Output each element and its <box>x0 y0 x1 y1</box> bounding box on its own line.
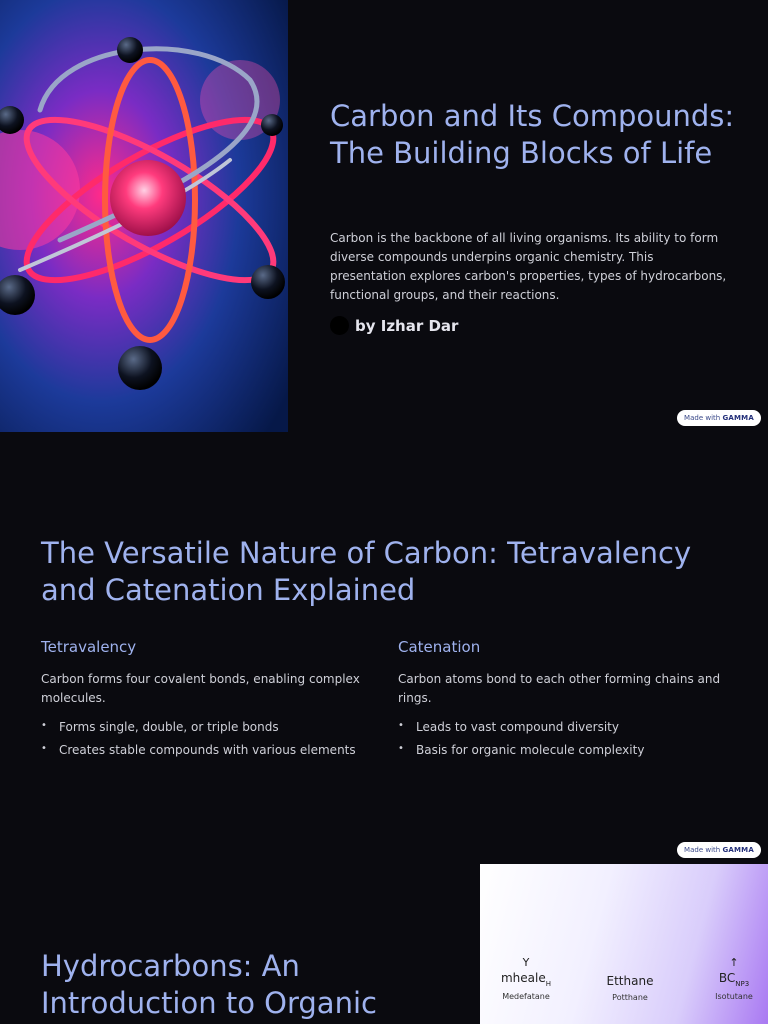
gamma-logo-text: GAMMA <box>722 846 754 854</box>
atom-hero-image <box>0 0 288 432</box>
intro-paragraph: Carbon is the backbone of all living organisms. Its ability to form diverse compounds underpins organic chemistry. This presentation explores carbon's properties, types of hydrocarbons, functional groups, and their reactions. <box>330 231 727 302</box>
made-with-gamma-badge[interactable] <box>677 842 761 858</box>
molecule-name: Etthane <box>606 974 654 988</box>
list-item: • Forms single, double, or triple bonds <box>41 716 371 739</box>
page-title: Carbon and Its Compounds: The Building Blocks of Life <box>330 99 735 170</box>
column-text: Carbon forms four covalent bonds, enabling complex molecules. <box>41 672 360 705</box>
tetravalency-column <box>41 638 371 762</box>
arrow-up-icon: ↑ <box>729 956 739 969</box>
slide-title: Hydrocarbons: An Introduction to Organic <box>41 949 377 1020</box>
catenation-column <box>398 638 728 762</box>
molecule-caption: Medefatane <box>502 992 550 1002</box>
badge-prefix: Made with <box>684 414 721 422</box>
molecule-3 <box>706 956 762 1001</box>
author-name: by Izhar Dar <box>355 316 459 335</box>
author-chip[interactable] <box>330 316 458 335</box>
molecule-subscript: NP3 <box>735 980 750 989</box>
made-with-gamma-badge[interactable] <box>677 410 761 426</box>
hydrocarbons-slide <box>0 864 768 1024</box>
molecule-1 <box>496 956 556 1001</box>
molecule-subscript: H <box>545 980 551 989</box>
bullet-list <box>398 716 728 762</box>
bullet-list <box>41 716 371 762</box>
molecule-illustration <box>480 864 768 1024</box>
column-heading: Catenation <box>398 638 481 656</box>
molecule-name: BC <box>718 971 736 985</box>
column-text: Carbon atoms bond to each other forming chains and rings. <box>398 672 721 705</box>
molecule-caption: Isotutane <box>715 992 753 1002</box>
gamma-logo-text: GAMMA <box>722 414 754 422</box>
molecule-name: mheale <box>500 971 546 985</box>
carbon-nature-slide <box>0 432 768 864</box>
slide-title: The Versatile Nature of Carbon: Tetravalency and Catenation Explained <box>41 536 692 607</box>
column-heading: Tetravalency <box>41 638 137 656</box>
badge-prefix: Made with <box>684 846 721 854</box>
molecule-caption: Potthane <box>612 993 648 1002</box>
avatar <box>330 316 349 335</box>
list-item: • Creates stable compounds with various elements <box>41 739 371 762</box>
bond-mark: Y <box>522 956 530 969</box>
list-item: • Basis for organic molecule complexity <box>398 739 728 762</box>
molecule-2 <box>600 970 660 1002</box>
list-item: • Leads to vast compound diversity <box>398 716 728 739</box>
title-slide <box>0 0 768 432</box>
